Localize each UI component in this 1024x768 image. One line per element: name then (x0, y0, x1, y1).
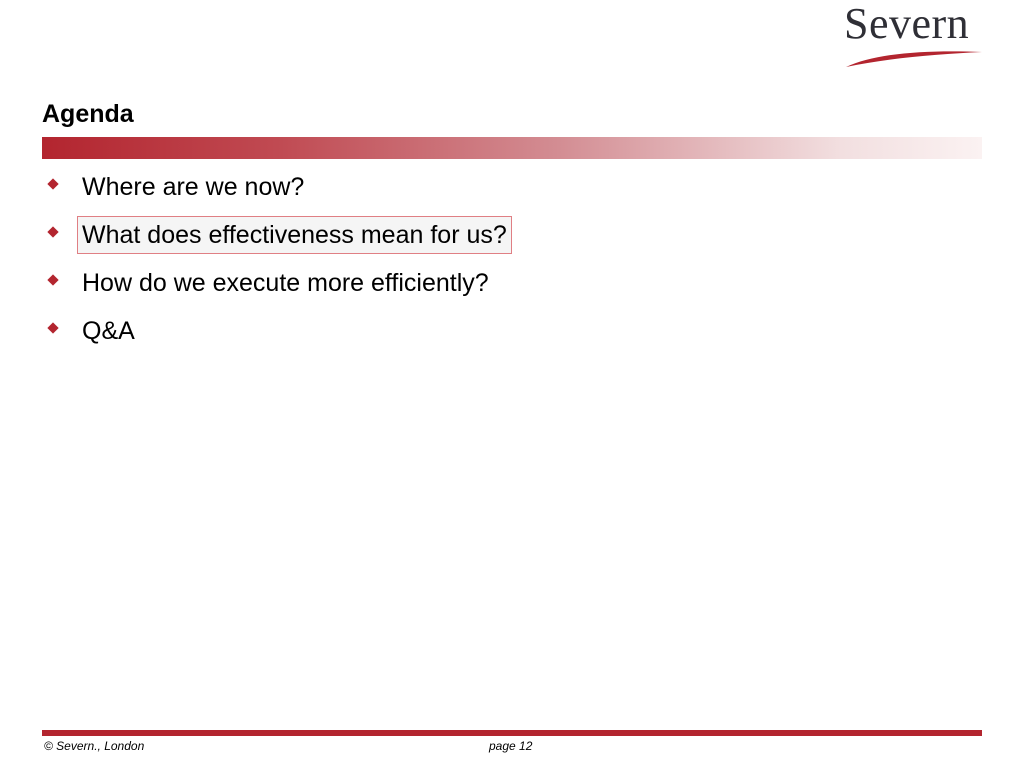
title-gradient-bar (42, 137, 982, 159)
agenda-item-text: Where are we now? (82, 173, 305, 201)
footer-copyright: © Severn., London (44, 739, 145, 753)
logo-swoosh-icon (838, 42, 988, 70)
agenda-item (44, 264, 489, 312)
diamond-bullet-icon (47, 226, 58, 237)
agenda-item-text: Q&A (82, 317, 135, 345)
footer-page-number: page 12 (489, 739, 533, 753)
diamond-bullet-icon (47, 178, 58, 189)
agenda-list (44, 168, 507, 360)
agenda-item-text-highlighted[interactable]: What does effectiveness mean for us? (77, 216, 512, 254)
agenda-item (44, 216, 507, 264)
slide-title: Agenda (42, 100, 134, 128)
diamond-bullet-icon (47, 274, 58, 285)
severn-logo (838, 2, 988, 72)
diamond-bullet-icon (47, 322, 58, 333)
agenda-item (44, 168, 305, 216)
logo-wordmark: Severn (844, 0, 970, 48)
agenda-item-text: How do we execute more efficiently? (82, 269, 489, 297)
agenda-item (44, 312, 135, 360)
footer-bar (42, 730, 982, 736)
